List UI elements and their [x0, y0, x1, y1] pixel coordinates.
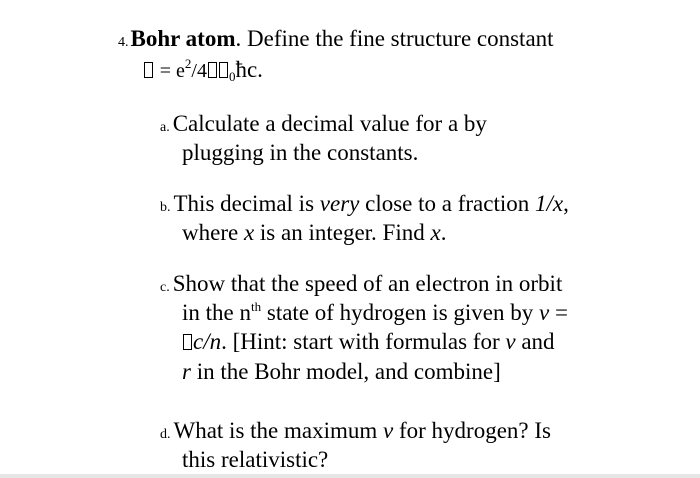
- part-d-label: d.: [160, 427, 171, 442]
- part-c-equals: =: [549, 300, 568, 325]
- formula-hbar-c: ħc.: [235, 57, 263, 82]
- missing-glyph-alpha-icon: [183, 334, 192, 350]
- part-c-state: state of hydrogen is given by: [261, 300, 539, 325]
- part-d-line1: [160, 417, 551, 449]
- part-b-period: .: [440, 220, 447, 245]
- part-c-and: and: [515, 329, 555, 354]
- part-d-text2: this relativistic?: [182, 447, 329, 472]
- part-c-hint: . [Hint: start with formulas for: [221, 329, 506, 354]
- formula-slash4: /4: [191, 60, 207, 82]
- part-b-integer: is an integer. Find: [254, 220, 431, 245]
- part-b-line1: [160, 190, 569, 222]
- formula-subscript: 0: [228, 69, 236, 84]
- formula-exponent: 2: [184, 56, 192, 71]
- part-a-text1: Calculate a decimal value for a by: [172, 111, 487, 136]
- part-a-line2: [182, 139, 418, 167]
- part-c-var-r: r: [182, 359, 191, 384]
- part-b-text-mid: close to a fraction: [359, 191, 535, 216]
- part-d-var-v: v: [383, 418, 394, 443]
- formula-eq: = e: [159, 60, 185, 82]
- part-c-bohr: in the Bohr model, and combine]: [190, 359, 501, 384]
- part-a-line1: [160, 110, 487, 142]
- part-c-line2: [182, 299, 568, 327]
- part-b-comma: ,: [563, 191, 569, 216]
- part-c-var-v: v: [539, 300, 550, 325]
- missing-glyph-epsilon-icon: [219, 62, 228, 78]
- missing-glyph-pi-icon: [208, 62, 217, 78]
- part-b-emphasis: very: [319, 191, 360, 216]
- problem-title: Bohr atom: [130, 26, 236, 51]
- part-c-line3: [182, 328, 555, 356]
- part-c-label: c.: [160, 280, 170, 295]
- part-c-text1: Show that the speed of an electron in orbit: [172, 271, 563, 296]
- part-c-line1: [160, 270, 562, 302]
- part-c-cn: c/n: [193, 329, 222, 354]
- missing-glyph-alpha-icon: [144, 62, 153, 78]
- part-c-inthe: in the n: [182, 300, 251, 325]
- part-a-text2: plugging in the constants.: [182, 140, 419, 165]
- part-b-fraction: 1/x: [534, 191, 564, 216]
- part-b-var-x2: x: [430, 220, 441, 245]
- part-c-var-v2: v: [505, 329, 516, 354]
- part-b-where: where: [182, 220, 244, 245]
- part-d-line2: [182, 446, 328, 474]
- part-d-what: What is the maximum: [173, 418, 384, 443]
- part-d-hydrogen: for hydrogen? Is: [393, 418, 551, 443]
- part-c-superscript: th: [251, 299, 262, 314]
- formula-line: [143, 56, 263, 85]
- part-b-label: b.: [160, 200, 171, 215]
- part-c-line4: [182, 358, 501, 386]
- problem-number: 4.: [118, 35, 129, 50]
- bottom-divider: [0, 474, 700, 478]
- part-a-label: a.: [160, 120, 170, 135]
- problem-intro: . Define the fine structure constant: [235, 26, 554, 51]
- part-b-line2: [182, 219, 446, 247]
- problem-heading: [118, 25, 554, 57]
- part-b-text: This decimal is: [173, 191, 320, 216]
- part-b-var-x: x: [243, 220, 255, 245]
